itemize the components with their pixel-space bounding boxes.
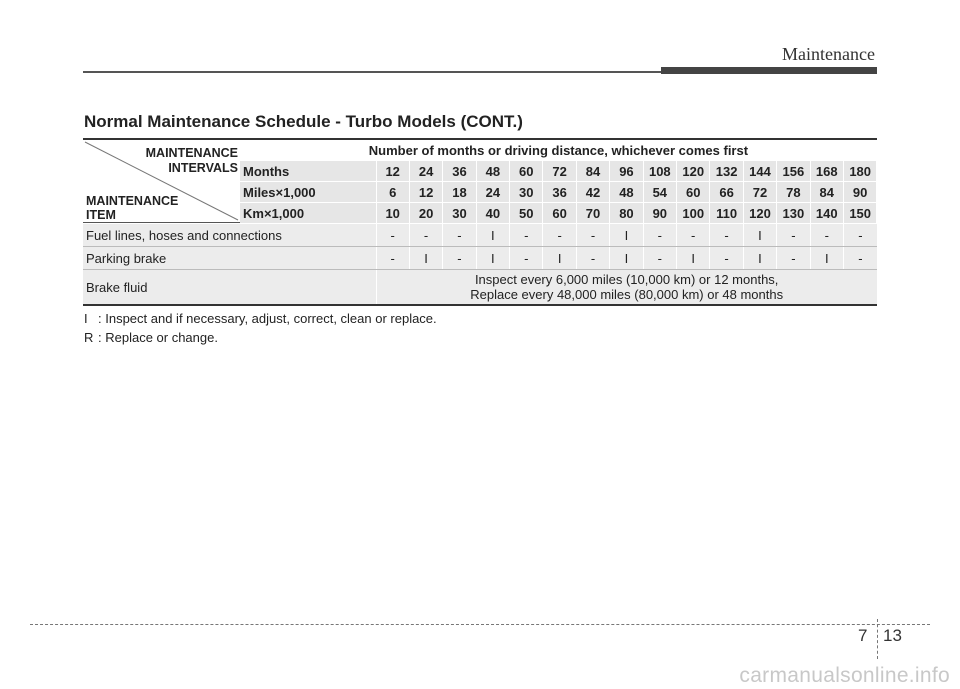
interval-cell: 84 — [576, 161, 609, 182]
item-cell: I — [810, 247, 843, 270]
brake-note-line2: Replace every 48,000 miles (80,000 km) or 48 months — [470, 287, 784, 302]
item-cell: - — [510, 247, 543, 270]
item-cell: - — [677, 224, 710, 247]
interval-cell: 42 — [576, 182, 609, 203]
item-cell: - — [576, 224, 609, 247]
interval-cell: 120 — [743, 203, 776, 224]
item-cell: - — [376, 224, 409, 247]
item-cell: - — [643, 224, 676, 247]
item-cell: - — [710, 224, 743, 247]
interval-cell: 96 — [610, 161, 643, 182]
corner-cell — [83, 139, 240, 224]
interval-label: Km×1,000 — [240, 203, 376, 224]
header-rule-accent — [661, 67, 877, 74]
item-cell: - — [510, 224, 543, 247]
interval-cell: 60 — [543, 203, 576, 224]
item-cell: - — [777, 224, 810, 247]
interval-cell: 10 — [376, 203, 409, 224]
item-cell: I — [677, 247, 710, 270]
interval-cell: 78 — [777, 182, 810, 203]
corner-intervals-label — [146, 146, 238, 176]
footer-divider — [877, 619, 878, 659]
interval-cell: 156 — [777, 161, 810, 182]
item-cell: I — [476, 224, 509, 247]
interval-cell: 150 — [843, 203, 876, 224]
item-cell: - — [777, 247, 810, 270]
legend-item — [84, 311, 437, 326]
interval-cell: 72 — [743, 182, 776, 203]
interval-cell: 50 — [510, 203, 543, 224]
header-rule — [83, 71, 661, 73]
item-row — [83, 247, 877, 270]
interval-cell: 30 — [443, 203, 476, 224]
legend-key: R — [84, 330, 94, 345]
chapter-number: 7 — [858, 626, 868, 645]
item-cell: - — [710, 247, 743, 270]
item-cell: I — [409, 247, 442, 270]
interval-cell: 24 — [409, 161, 442, 182]
interval-cell: 54 — [643, 182, 676, 203]
interval-cell: 66 — [710, 182, 743, 203]
footer-rule — [30, 624, 930, 625]
interval-cell: 90 — [843, 182, 876, 203]
page-number: 13 — [883, 626, 902, 645]
interval-cell: 36 — [543, 182, 576, 203]
interval-cell: 24 — [476, 182, 509, 203]
page-header-title: Maintenance — [782, 44, 875, 64]
interval-cell: 60 — [510, 161, 543, 182]
corner-top-line2: INTERVALS — [168, 161, 238, 176]
interval-cell: 36 — [443, 161, 476, 182]
interval-cell: 132 — [710, 161, 743, 182]
brake-fluid-row — [83, 270, 877, 306]
interval-cell: 20 — [409, 203, 442, 224]
item-cell: - — [376, 247, 409, 270]
interval-cell: 80 — [610, 203, 643, 224]
maintenance-schedule-table — [83, 138, 877, 306]
header-row — [83, 139, 877, 161]
item-cell: - — [810, 224, 843, 247]
legend-item — [84, 330, 218, 345]
item-cell: I — [543, 247, 576, 270]
brake-note-line1: Inspect every 6,000 miles (10,000 km) or 12 months, — [474, 272, 779, 287]
interval-cell: 60 — [677, 182, 710, 203]
interval-cell: 180 — [843, 161, 876, 182]
interval-cell: 6 — [376, 182, 409, 203]
interval-cell: 168 — [810, 161, 843, 182]
interval-cell: 130 — [777, 203, 810, 224]
item-label: Brake fluid — [83, 270, 376, 306]
interval-cell: 12 — [376, 161, 409, 182]
item-cell: - — [409, 224, 442, 247]
watermark: carmanualsonline.info — [739, 664, 950, 687]
interval-cell: 12 — [409, 182, 442, 203]
item-cell: - — [576, 247, 609, 270]
interval-cell: 72 — [543, 161, 576, 182]
interval-cell: 90 — [643, 203, 676, 224]
interval-cell: 140 — [810, 203, 843, 224]
interval-cell: 84 — [810, 182, 843, 203]
item-cell: - — [443, 247, 476, 270]
interval-cell: 100 — [677, 203, 710, 224]
interval-label: Miles×1,000 — [240, 182, 376, 203]
section-title: Normal Maintenance Schedule - Turbo Models (CONT.) — [84, 112, 523, 131]
item-cell: I — [610, 224, 643, 247]
interval-label: Months — [240, 161, 376, 182]
corner-item-label — [86, 194, 178, 222]
item-cell: I — [476, 247, 509, 270]
interval-cell: 70 — [576, 203, 609, 224]
item-cell: - — [443, 224, 476, 247]
item-cell: I — [743, 247, 776, 270]
item-cell: I — [610, 247, 643, 270]
interval-span-header: Number of months or driving distance, whichever comes first — [240, 139, 877, 161]
corner-bottom-line1: MAINTENANCE — [86, 194, 179, 209]
legend-text: : Inspect and if necessary, adjust, correct, clean or replace. — [98, 311, 437, 326]
legend-text: : Replace or change. — [98, 330, 218, 345]
interval-cell: 40 — [476, 203, 509, 224]
corner-top-line1: MAINTENANCE — [145, 146, 238, 161]
interval-cell: 30 — [510, 182, 543, 203]
brake-fluid-note — [376, 270, 877, 306]
item-label: Fuel lines, hoses and connections — [83, 224, 376, 247]
item-cell: - — [543, 224, 576, 247]
legend-key: I — [84, 311, 88, 326]
item-row — [83, 224, 877, 247]
interval-cell: 108 — [643, 161, 676, 182]
interval-cell: 18 — [443, 182, 476, 203]
interval-cell: 48 — [610, 182, 643, 203]
interval-cell: 48 — [476, 161, 509, 182]
item-cell: - — [843, 224, 876, 247]
item-cell: - — [843, 247, 876, 270]
interval-cell: 110 — [710, 203, 743, 224]
interval-cell: 120 — [677, 161, 710, 182]
item-cell: I — [743, 224, 776, 247]
item-cell: - — [643, 247, 676, 270]
corner-bottom-line2: ITEM — [86, 208, 116, 223]
interval-cell: 144 — [743, 161, 776, 182]
item-label: Parking brake — [83, 247, 376, 270]
